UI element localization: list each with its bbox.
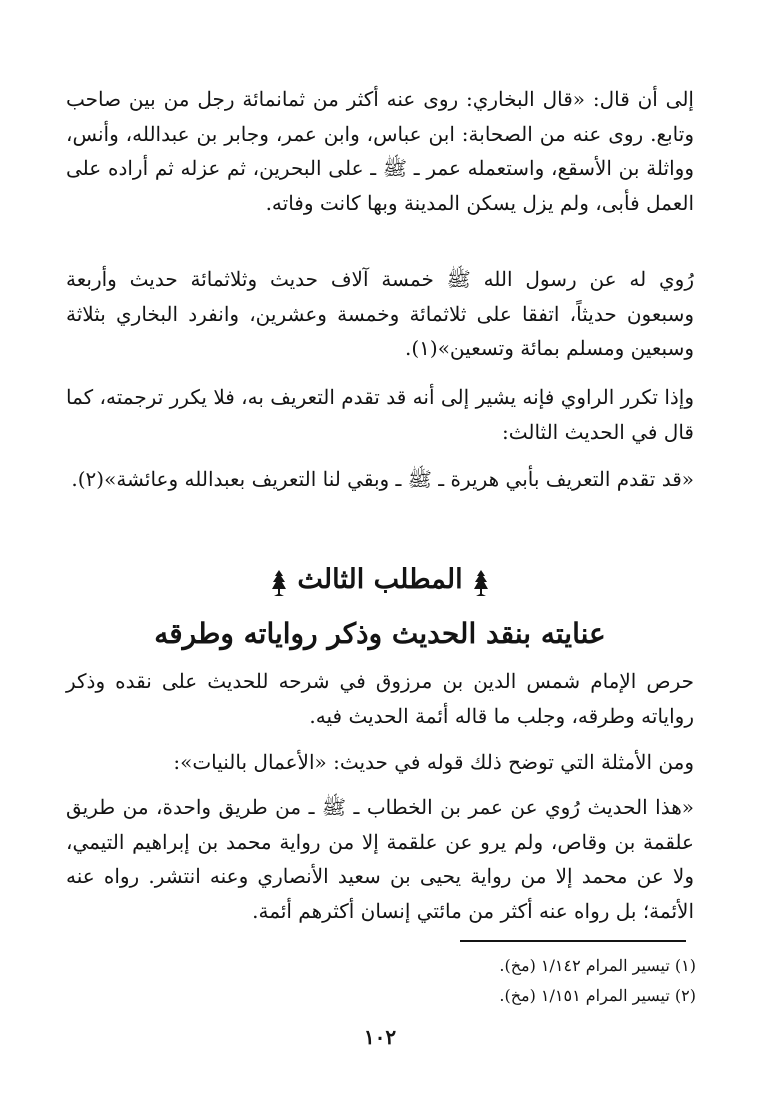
page-number: ١٠٢ bbox=[363, 1025, 397, 1049]
paragraph-ibn-marzuq: حرص الإمام شمس الدين بن مرزوق في شرحه للحديث على نقده وذكر رواياته وطرقه، وجلب ما قاله أئمة الحديث فيه. bbox=[66, 669, 694, 728]
paragraph-repeated-narrator: وإذا تكرر الراوي فإنه يشير إلى أنه قد تقدم التعريف به، فلا يكرر ترجمته، كما قال في الحديث الثالث: bbox=[66, 385, 694, 444]
footnote-2: (٢) تيسير المرام ١/١٥١ (مخ). bbox=[499, 986, 696, 1005]
paragraph-hadith-count: رُوي له عن رسول الله ﷺ خمسة آلاف حديث وثلاثمائة حديث وأربعة وسبعون حديثاً، اتفقا على ثلاثمائة وخمسة وعشرين، وانفرد البخاري بثلاثة وسبعين ومسلم بمائة وتسعين»(١). bbox=[66, 267, 694, 360]
paragraph-hadith-chain: «هذا الحديث رُوي عن عمر بن الخطاب ـ ﷺ ـ من طريق واحدة، من طريق علقمة بن وقاص، ولم يرو عن علقمة إلا من رواية محمد بن إبراهيم التيمي، ولا عن محمد إلا من رواية يحيى بن سعيد الأنصاري وعنه انتشر. رواه عنه الأئمة؛ بل رواه عنه أكثر من مائتي إنسان أكثرهم أئمة. bbox=[66, 795, 694, 923]
footnote-divider bbox=[460, 940, 686, 942]
tree-ornament-icon bbox=[271, 568, 287, 594]
section-heading: عنايته بنقد الحديث وذكر رواياته وطرقه bbox=[154, 617, 606, 650]
section-label-text: المطلب الثالث bbox=[297, 564, 463, 595]
paragraph-abu-hurayra: «قد تقدم التعريف بأبي هريرة ـ ﷺ ـ وبقي لنا التعريف بعبدالله وعائشة»(٢). bbox=[71, 467, 694, 491]
tree-ornament-icon bbox=[473, 568, 489, 594]
footnote-1: (١) تيسير المرام ١/١٤٢ (مخ). bbox=[499, 956, 696, 975]
paragraph-bukhari-quote: إلى أن قال: «قال البخاري: روى عنه أكثر من ثمانمائة رجل من بين صاحب وتابع. روى عنه من الصحابة: ابن عباس، وابن عمر، وجابر بن عبدالله، وأنس، وواثلة بن الأسقع، واستعمله عمر ـ ﷺ ـ على البحرين، ثم عزله ثم أراده على العمل فأبى، ولم يزل يسكن المدينة وبها كانت وفاته. bbox=[66, 87, 694, 215]
paragraph-examples-intro: ومن الأمثلة التي توضح ذلك قوله في حديث: «الأعمال بالنيات»: bbox=[173, 750, 694, 774]
section-label bbox=[60, 560, 700, 600]
